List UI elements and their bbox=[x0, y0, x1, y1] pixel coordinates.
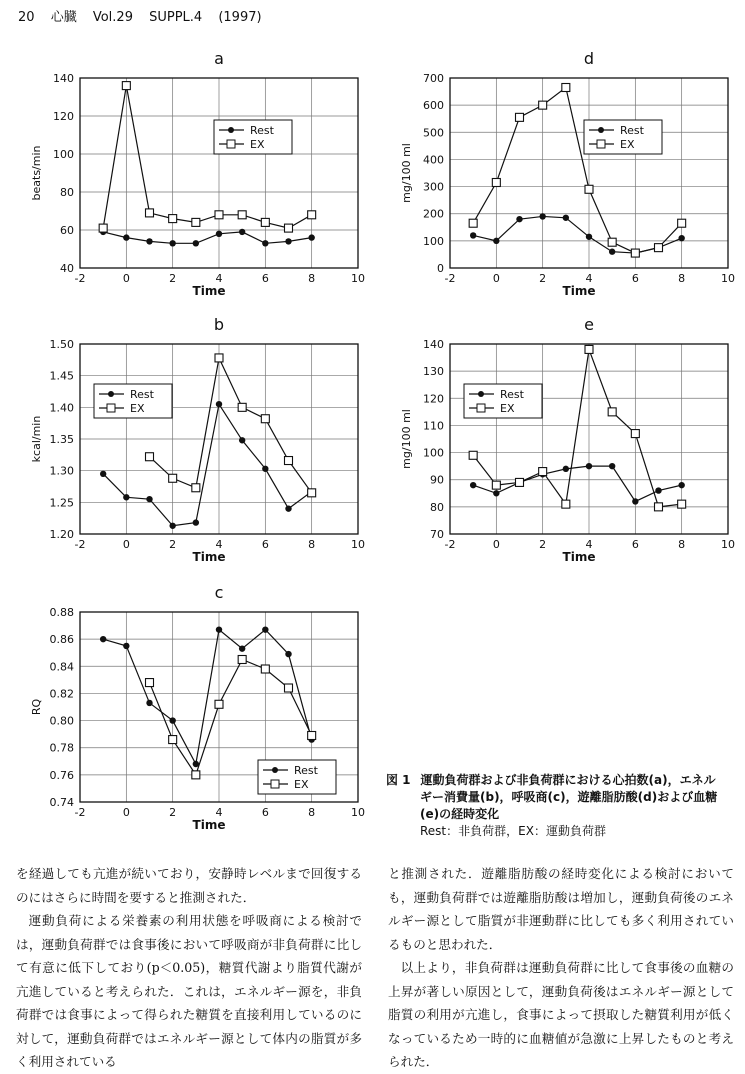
chart-svg bbox=[388, 49, 738, 312]
data-point-ex bbox=[516, 478, 524, 486]
data-point-rest bbox=[563, 466, 569, 472]
chart-title: e bbox=[584, 315, 594, 334]
data-point-ex bbox=[285, 684, 293, 692]
data-point-ex bbox=[169, 474, 177, 482]
figure-caption-note: Rest：非負荷群，EX：運動負荷群 bbox=[420, 824, 606, 838]
x-tick-label: 8 bbox=[308, 806, 316, 819]
x-tick-label: -2 bbox=[444, 272, 456, 285]
journal-volume: Vol.29 bbox=[92, 10, 133, 25]
x-tick-label: 4 bbox=[585, 538, 593, 551]
data-point-rest bbox=[285, 238, 291, 244]
page-number: 20 bbox=[18, 10, 35, 25]
data-point-ex bbox=[261, 415, 269, 423]
data-point-ex bbox=[562, 84, 570, 92]
y-tick-label: 600 bbox=[423, 99, 444, 113]
x-tick-label: 4 bbox=[215, 272, 223, 285]
legend-label: EX bbox=[620, 138, 635, 151]
chart-title: c bbox=[214, 583, 224, 602]
legend-marker bbox=[108, 391, 114, 397]
x-axis-label: Time bbox=[192, 550, 226, 564]
chart-title: b bbox=[213, 315, 225, 334]
data-point-ex bbox=[192, 484, 200, 492]
x-tick-label: 6 bbox=[261, 806, 269, 819]
data-point-ex bbox=[215, 700, 223, 708]
x-tick-label: 0 bbox=[122, 538, 130, 551]
data-point-ex bbox=[585, 185, 593, 193]
y-tick-label: 120 bbox=[53, 110, 74, 123]
data-point-ex bbox=[146, 209, 154, 217]
y-tick-label: 100 bbox=[423, 446, 444, 460]
data-point-ex bbox=[146, 453, 154, 461]
y-tick-label: 140 bbox=[53, 72, 74, 85]
data-point-rest bbox=[123, 643, 129, 649]
data-point-ex bbox=[285, 457, 293, 465]
legend-marker bbox=[598, 127, 604, 133]
data-point-rest bbox=[609, 249, 615, 255]
data-point-ex bbox=[192, 218, 200, 226]
series-line-ex bbox=[103, 86, 312, 229]
y-tick-label: 0.76 bbox=[49, 768, 74, 782]
data-point-ex bbox=[492, 481, 500, 489]
series-line-ex bbox=[150, 660, 312, 775]
data-point-ex bbox=[631, 249, 639, 257]
y-tick-label: 0.84 bbox=[49, 660, 74, 674]
x-axis-label: Time bbox=[192, 284, 226, 298]
data-point-ex bbox=[308, 489, 316, 497]
chart-title: a bbox=[214, 49, 224, 68]
chart-svg bbox=[18, 49, 368, 312]
data-point-rest bbox=[239, 437, 245, 443]
y-tick-label: 1.40 bbox=[49, 401, 74, 415]
data-point-ex bbox=[678, 219, 686, 227]
data-point-ex bbox=[469, 219, 477, 227]
y-tick-label: 100 bbox=[423, 234, 444, 248]
data-point-rest bbox=[123, 494, 129, 500]
y-tick-label: 0.78 bbox=[49, 741, 74, 755]
y-tick-label: 0.88 bbox=[49, 606, 74, 619]
y-axis-label: kcal/min bbox=[30, 415, 43, 463]
y-tick-label: 1.35 bbox=[49, 433, 74, 446]
legend-marker bbox=[107, 404, 115, 412]
data-point-ex bbox=[215, 354, 223, 362]
data-point-ex bbox=[608, 408, 616, 416]
chart-e-blood-glucose bbox=[388, 315, 738, 578]
series-line-rest bbox=[103, 232, 312, 243]
legend-label: Rest bbox=[500, 388, 524, 401]
body-text-right-column bbox=[388, 862, 734, 1074]
y-tick-label: 70 bbox=[430, 528, 444, 541]
y-tick-label: 90 bbox=[430, 473, 444, 487]
journal-suppl: SUPPL.4 bbox=[149, 10, 203, 25]
legend-label: Rest bbox=[294, 764, 318, 777]
chart-svg bbox=[388, 315, 738, 578]
legend-label: Rest bbox=[250, 124, 274, 137]
y-tick-label: 0.82 bbox=[49, 687, 74, 701]
y-tick-label: 300 bbox=[423, 180, 444, 194]
y-tick-label: 1.30 bbox=[49, 464, 74, 478]
x-tick-label: 10 bbox=[721, 538, 735, 551]
data-point-ex bbox=[585, 345, 593, 353]
legend-label: EX bbox=[130, 402, 145, 415]
x-tick-label: 8 bbox=[308, 272, 316, 285]
series-line-ex bbox=[473, 349, 681, 506]
y-axis-label: beats/min bbox=[30, 145, 43, 201]
x-tick-label: 8 bbox=[308, 538, 316, 551]
x-tick-label: 8 bbox=[678, 538, 686, 551]
data-point-rest bbox=[470, 482, 476, 488]
x-tick-label: -2 bbox=[444, 538, 456, 551]
data-point-rest bbox=[216, 626, 222, 632]
y-tick-label: 80 bbox=[430, 500, 444, 514]
data-point-ex bbox=[308, 732, 316, 740]
legend-marker bbox=[271, 780, 279, 788]
data-point-rest bbox=[678, 482, 684, 488]
y-tick-label: 700 bbox=[423, 72, 444, 85]
data-point-ex bbox=[492, 179, 500, 187]
x-tick-label: 2 bbox=[539, 272, 547, 285]
x-tick-label: 10 bbox=[351, 272, 365, 285]
y-tick-label: 100 bbox=[53, 148, 74, 161]
x-tick-label: -2 bbox=[74, 538, 86, 551]
data-point-ex bbox=[99, 224, 107, 232]
y-axis-label: RQ bbox=[30, 698, 43, 716]
chart-title: d bbox=[583, 49, 595, 68]
data-point-rest bbox=[655, 487, 661, 493]
y-tick-label: 110 bbox=[423, 419, 444, 433]
data-point-ex bbox=[122, 82, 130, 90]
data-point-rest bbox=[262, 626, 268, 632]
data-point-rest bbox=[216, 401, 222, 407]
series-line-ex bbox=[150, 358, 312, 493]
data-point-rest bbox=[216, 231, 222, 237]
data-point-rest bbox=[609, 463, 615, 469]
x-tick-label: 6 bbox=[261, 538, 269, 551]
data-point-rest bbox=[632, 498, 638, 504]
y-tick-label: 1.25 bbox=[49, 496, 74, 510]
data-point-rest bbox=[262, 466, 268, 472]
data-point-rest bbox=[262, 240, 268, 246]
journal-year: (1997) bbox=[218, 10, 262, 25]
data-point-rest bbox=[516, 216, 522, 222]
data-point-ex bbox=[539, 468, 547, 476]
y-tick-label: 80 bbox=[60, 186, 74, 199]
data-point-ex bbox=[285, 224, 293, 232]
y-tick-label: 130 bbox=[423, 365, 444, 379]
legend-marker bbox=[597, 140, 605, 148]
data-point-ex bbox=[539, 101, 547, 109]
chart-b-energy-expenditure bbox=[18, 315, 368, 578]
x-tick-label: 4 bbox=[585, 272, 593, 285]
data-point-ex bbox=[146, 679, 154, 687]
x-tick-label: 0 bbox=[492, 538, 500, 551]
data-point-rest bbox=[586, 234, 592, 240]
x-tick-label: 6 bbox=[261, 272, 269, 285]
series-line-ex bbox=[473, 88, 681, 254]
data-point-ex bbox=[655, 244, 663, 252]
y-tick-label: 120 bbox=[423, 392, 444, 406]
data-point-rest bbox=[169, 240, 175, 246]
chart-svg bbox=[18, 315, 368, 578]
figure-caption bbox=[386, 772, 726, 840]
chart-svg bbox=[18, 583, 368, 846]
x-tick-label: 4 bbox=[215, 538, 223, 551]
data-point-rest bbox=[146, 496, 152, 502]
data-point-ex bbox=[608, 238, 616, 246]
x-tick-label: -2 bbox=[74, 272, 86, 285]
y-axis-label: mg/100 ml bbox=[400, 409, 413, 469]
series-line-rest bbox=[473, 216, 681, 253]
x-axis-label: Time bbox=[192, 818, 226, 832]
legend-marker bbox=[272, 767, 278, 773]
data-point-rest bbox=[193, 519, 199, 525]
y-tick-label: 200 bbox=[423, 207, 444, 221]
data-point-ex bbox=[562, 500, 570, 508]
data-point-ex bbox=[261, 218, 269, 226]
body-paragraph: 運動負荷による栄養素の利用状態を呼吸商による検討では，運動負荷群では食事後において呼吸商が非負荷群に比して有意に低下しており(p＜0.05)，糖質代謝より脂質代謝が亢進していると考えられた．これは，エネルギー源を，非負荷群では食事によって得られた糖質を直接利用しているのに対して，運動負荷群ではエネルギー源として体内の脂質が多く利用されている bbox=[16, 913, 362, 1069]
legend-label: EX bbox=[500, 402, 515, 415]
series-line-rest bbox=[103, 630, 312, 764]
data-point-rest bbox=[493, 238, 499, 244]
x-tick-label: 2 bbox=[539, 538, 547, 551]
data-point-ex bbox=[169, 736, 177, 744]
data-point-rest bbox=[239, 645, 245, 651]
legend-label: EX bbox=[250, 138, 265, 151]
legend-marker bbox=[478, 391, 484, 397]
x-tick-label: 6 bbox=[631, 272, 639, 285]
y-tick-label: 60 bbox=[60, 224, 74, 237]
figure-number: 図 1 bbox=[386, 773, 411, 787]
data-point-ex bbox=[678, 500, 686, 508]
x-tick-label: 2 bbox=[169, 806, 177, 819]
x-tick-label: 10 bbox=[721, 272, 735, 285]
chart-a-heart-rate bbox=[18, 49, 368, 312]
y-tick-label: 400 bbox=[423, 153, 444, 167]
data-point-ex bbox=[238, 656, 246, 664]
y-tick-label: 500 bbox=[423, 126, 444, 140]
y-tick-label: 0.80 bbox=[49, 714, 74, 728]
data-point-ex bbox=[238, 211, 246, 219]
legend-label: Rest bbox=[130, 388, 154, 401]
x-tick-label: -2 bbox=[74, 806, 86, 819]
x-tick-label: 10 bbox=[351, 538, 365, 551]
data-point-rest bbox=[563, 215, 569, 221]
legend-label: Rest bbox=[620, 124, 644, 137]
data-point-rest bbox=[308, 234, 314, 240]
y-tick-label: 140 bbox=[423, 338, 444, 351]
x-tick-label: 4 bbox=[215, 806, 223, 819]
legend-label: EX bbox=[294, 778, 309, 791]
y-axis-label: mg/100 ml bbox=[400, 143, 413, 203]
x-tick-label: 6 bbox=[631, 538, 639, 551]
data-point-ex bbox=[655, 503, 663, 511]
data-point-ex bbox=[169, 215, 177, 223]
data-point-ex bbox=[215, 211, 223, 219]
y-tick-label: 40 bbox=[60, 262, 74, 275]
chart-c-respiratory-quotient bbox=[18, 583, 368, 846]
body-paragraph: を経過しても亢進が続いており，安静時レベルまで回復するのにはさらに時間を要すると推測された． bbox=[16, 866, 362, 905]
y-tick-label: 0 bbox=[437, 262, 444, 275]
body-text-left-column bbox=[16, 862, 362, 1074]
chart-d-free-fatty-acid bbox=[388, 49, 738, 312]
data-point-ex bbox=[469, 451, 477, 459]
data-point-rest bbox=[539, 213, 545, 219]
legend-marker bbox=[477, 404, 485, 412]
data-point-rest bbox=[470, 232, 476, 238]
x-tick-label: 0 bbox=[122, 272, 130, 285]
data-point-rest bbox=[169, 717, 175, 723]
y-tick-label: 0.86 bbox=[49, 633, 74, 647]
figure-caption-text: 運動負荷群および非負荷群における心拍数(a)，エネルギー消費量(b)，呼吸商(c)，遊離脂肪酸(d)および血糖(e)の経時変化 bbox=[420, 773, 718, 821]
body-paragraph: 以上より，非負荷群は運動負荷群に比して食事後の血糖の上昇が著しい原因として，運動負荷後はエネルギー源として脂質の利用が亢進し，食事によって摂取した糖質利用が低くなっているため一時的に血糖値が急激に上昇したものと考えられた． bbox=[388, 960, 734, 1069]
x-tick-label: 8 bbox=[678, 272, 686, 285]
data-point-ex bbox=[516, 113, 524, 121]
data-point-rest bbox=[146, 700, 152, 706]
data-point-rest bbox=[285, 651, 291, 657]
x-axis-label: Time bbox=[562, 550, 596, 564]
data-point-ex bbox=[261, 665, 269, 673]
legend-marker bbox=[227, 140, 235, 148]
y-tick-label: 1.20 bbox=[49, 528, 74, 541]
x-axis-label: Time bbox=[562, 284, 596, 298]
y-tick-label: 0.74 bbox=[49, 796, 74, 809]
journal-name: 心臓 bbox=[50, 10, 77, 25]
legend-marker bbox=[228, 127, 234, 133]
data-point-rest bbox=[493, 490, 499, 496]
data-point-rest bbox=[146, 238, 152, 244]
x-tick-label: 0 bbox=[122, 806, 130, 819]
page-header bbox=[18, 6, 274, 25]
x-tick-label: 0 bbox=[492, 272, 500, 285]
body-paragraph: と推測された．遊離脂肪酸の経時変化による検討においても，運動負荷群では遊離脂肪酸は増加し，運動負荷後のエネルギー源として脂質が非運動群に比しても多く利用されているものと思われた． bbox=[388, 866, 734, 952]
data-point-rest bbox=[285, 505, 291, 511]
data-point-ex bbox=[192, 771, 200, 779]
data-point-rest bbox=[239, 229, 245, 235]
data-point-rest bbox=[586, 463, 592, 469]
data-point-ex bbox=[238, 403, 246, 411]
data-point-rest bbox=[678, 235, 684, 241]
data-point-rest bbox=[169, 523, 175, 529]
x-tick-label: 2 bbox=[169, 538, 177, 551]
data-point-ex bbox=[308, 211, 316, 219]
y-tick-label: 1.50 bbox=[49, 338, 74, 351]
data-point-rest bbox=[100, 471, 106, 477]
data-point-rest bbox=[123, 234, 129, 240]
x-tick-label: 2 bbox=[169, 272, 177, 285]
data-point-rest bbox=[100, 636, 106, 642]
y-tick-label: 1.45 bbox=[49, 369, 74, 383]
data-point-ex bbox=[631, 430, 639, 438]
data-point-rest bbox=[193, 240, 199, 246]
x-tick-label: 10 bbox=[351, 806, 365, 819]
